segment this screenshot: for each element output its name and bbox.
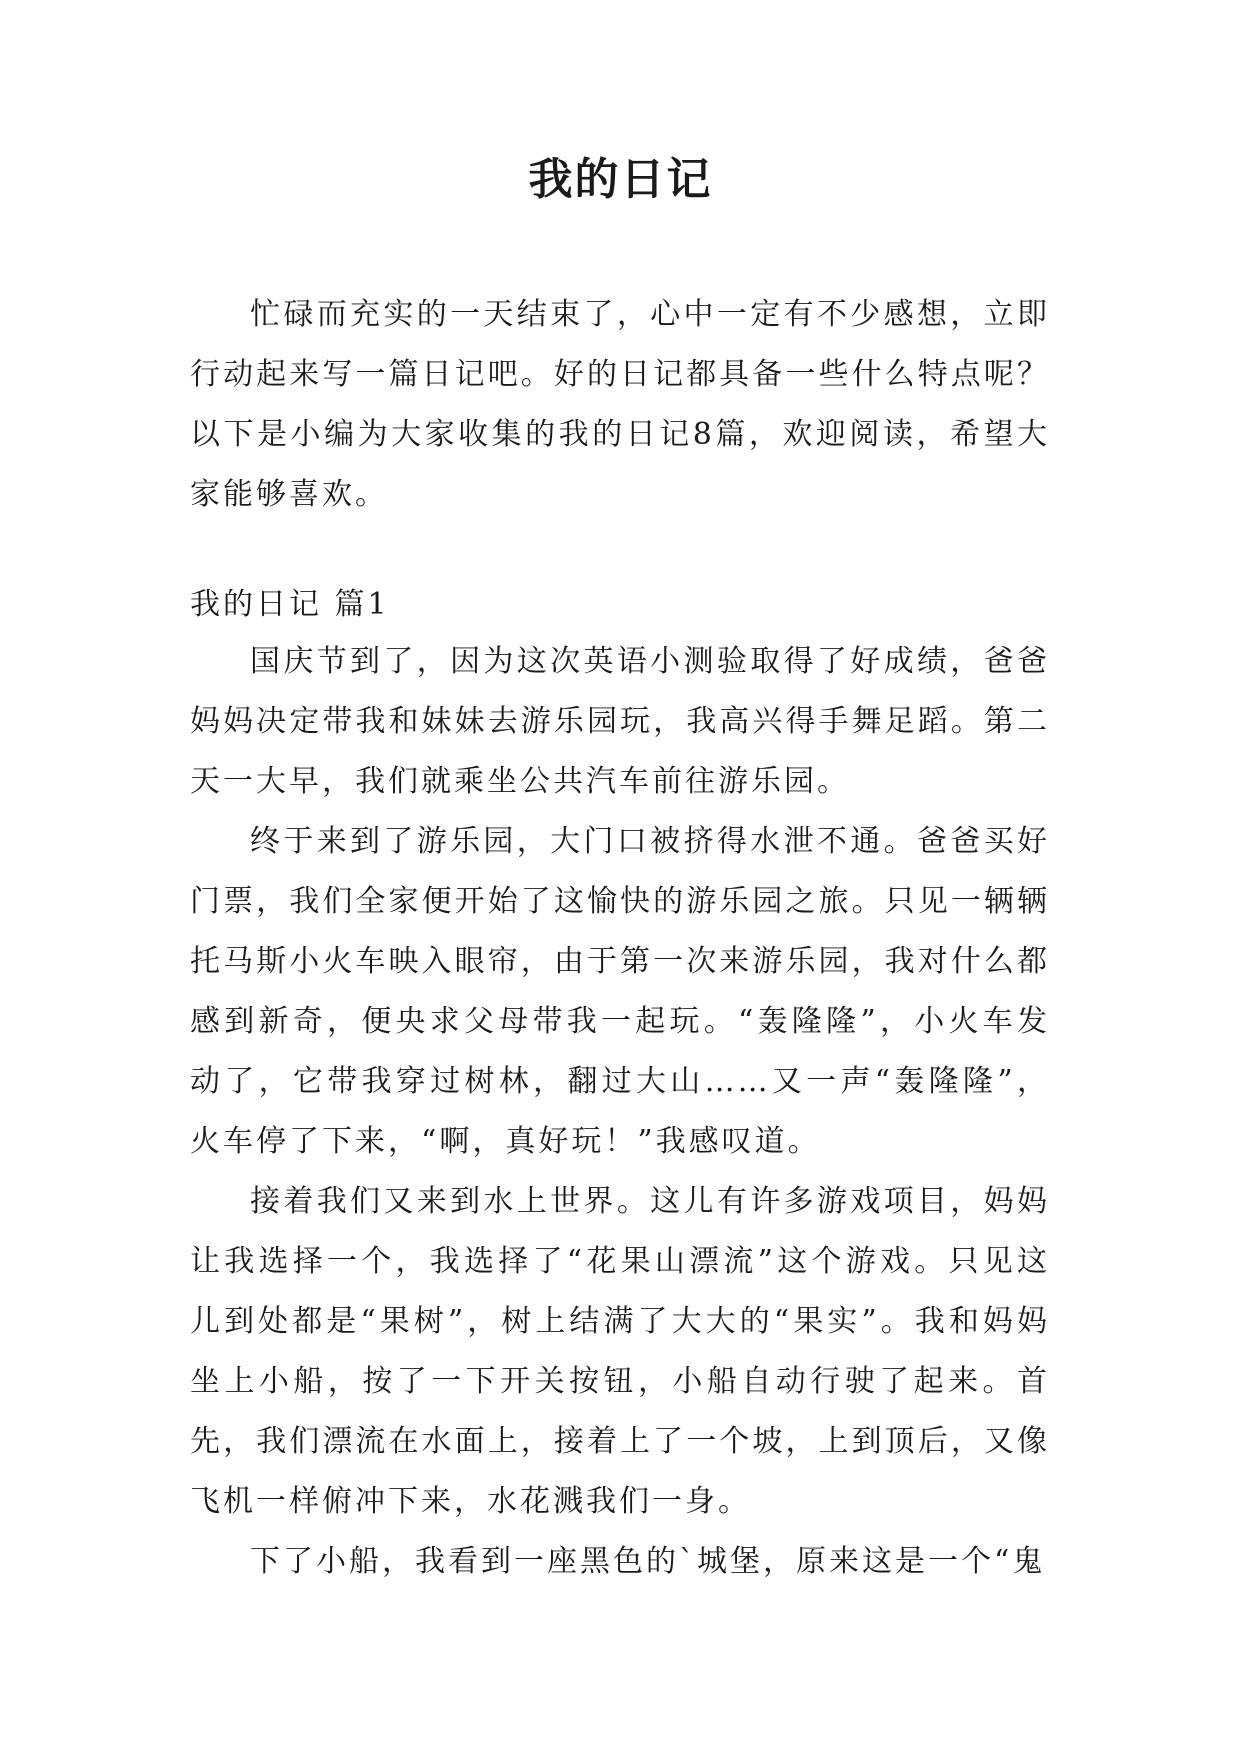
article-paragraph-2: 终于来到了游乐园，大门口被挤得水泄不通。爸爸买好门票，我们全家便开始了这愉快的游乐园之旅。只见一辆辆托马斯小火车映入眼帘，由于第一次来游乐园，我对什么都感到新奇，便央求父母带我一起玩。“轰隆隆”，小火车发动了，它带我穿过树林，翻过大山……又一声“轰隆隆”，火车停了下来，“啊，真好玩！”我感叹道。 <box>190 824 1050 1159</box>
article-paragraph-4: 下了小船，我看到一座黑色的`城堡，原来这是一个“鬼 <box>250 1544 1046 1579</box>
intro-paragraph: 忙碌而充实的一天结束了，心中一定有不少感想，立即行动起来写一篇日记吧。好的日记都具备一些什么特点呢？以下是小编为大家收集的我的日记8篇，欢迎阅读，希望大家能够喜欢。 <box>190 297 1050 512</box>
article-paragraph-1: 国庆节到了，因为这次英语小测验取得了好成绩，爸爸妈妈决定带我和妹妹去游乐园玩，我高兴得手舞足蹈。第二天一大早，我们就乘坐公共汽车前往游乐园。 <box>190 644 1050 799</box>
article-paragraph-3: 接着我们又来到水上世界。这儿有许多游戏项目，妈妈让我选择一个，我选择了“花果山漂流”这个游戏。只见这儿到处都是“果树”，树上结满了大大的“果实”。我和妈妈坐上小船，按了一下开关按钮，小船自动行驶了起来。首先，我们漂流在水面上，接着上了一个坡，上到顶后，又像飞机一样俯冲下来，水花溅我们一身。 <box>190 1184 1050 1519</box>
section-heading: 我的日记 篇1 <box>190 587 390 622</box>
intro-section <box>190 285 1050 525</box>
article-body <box>190 632 1050 1592</box>
document-title: 我的日记 <box>528 154 713 205</box>
